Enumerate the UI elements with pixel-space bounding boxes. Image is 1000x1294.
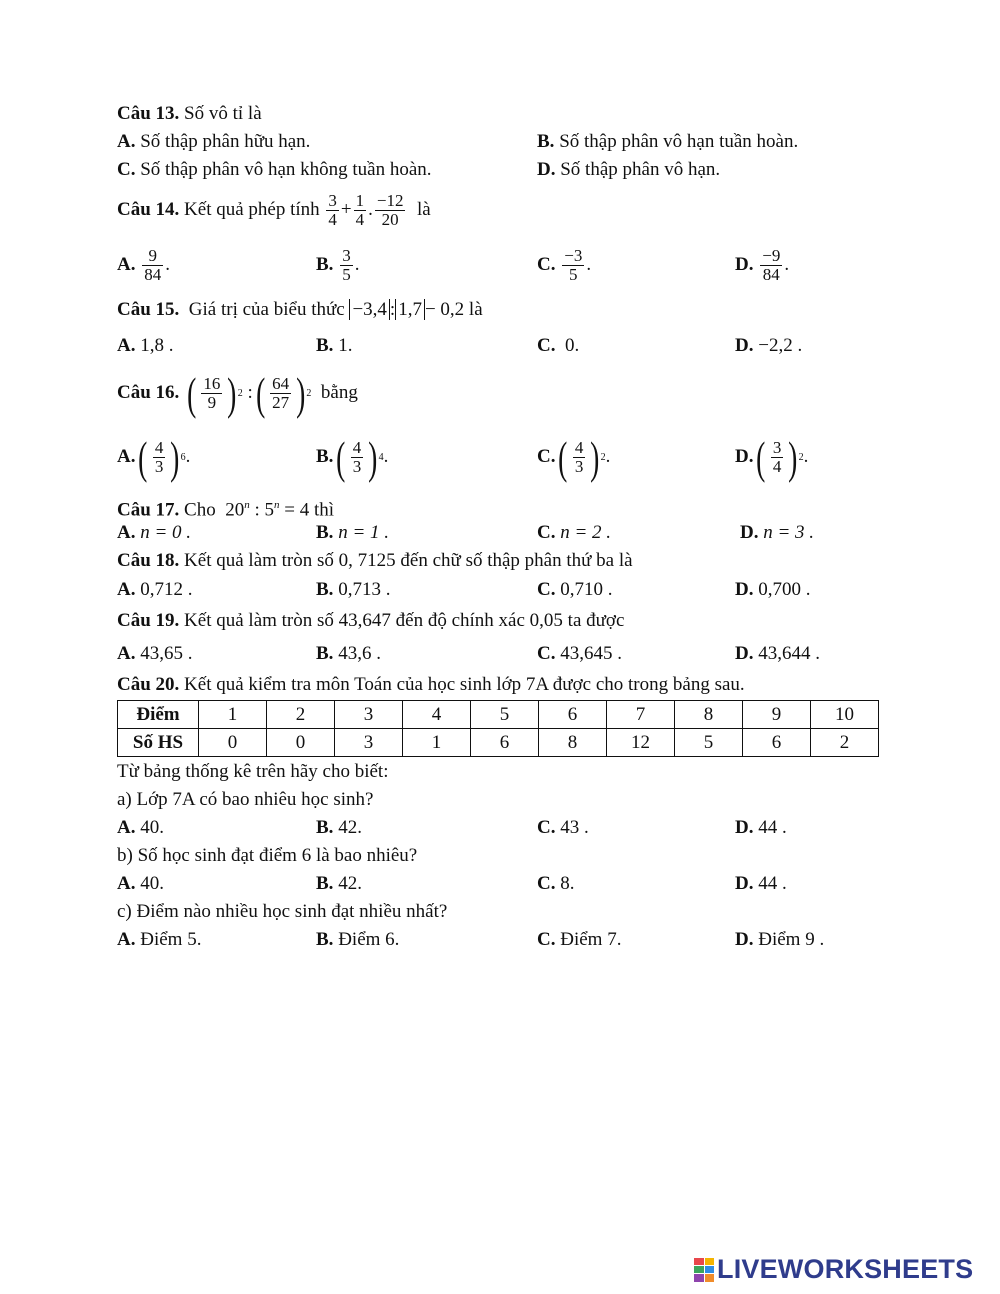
q15-option-b[interactable]: B. 1. [316,335,353,356]
q18-stem: Câu 18. Kết quả làm tròn số 0, 7125 đến chữ số thập phân thứ ba là [117,550,633,571]
q20c-option-a[interactable]: A. Điểm 5. [117,929,202,950]
q14-frac-2: $\frac{1}{4}$ [355,191,365,230]
q20a-option-b[interactable]: B. 42. [316,817,362,838]
q17-option-a[interactable]: A. n = 0 . [117,522,192,543]
q17-stem: Câu 17. Cho 20$^n$ : 5$^n$ = 4 thì [117,499,335,521]
table-cell: 1 [199,701,267,729]
table-cell: 5 [471,701,539,729]
q16-option-a[interactable]: A. ( $\frac{4}{3}$ ) 6 . [117,431,191,483]
q17-option-d[interactable]: D. n = 3 . [740,522,815,543]
table-header-count: Số HS [118,729,199,757]
table-cell: 2 [267,701,335,729]
q14-option-c[interactable]: C. $\frac{-3}{5}$ . [537,246,592,285]
q17-option-b[interactable]: B. n = 1 . [316,522,390,543]
table-cell: 5 [675,729,743,757]
q14-stem: Câu 14. Kết quả phép tính $\frac{3}{4}$ + $\frac{1}{4}$ . $\frac{-12}{20}$ là [117,191,431,230]
q18-option-c[interactable]: C. 0,710 . [537,579,613,600]
q20a-option-c[interactable]: C. 43 . [537,817,589,838]
q14-frac-1: $\frac{3}{4}$ [328,191,337,230]
q19-option-d[interactable]: D. 43,644 . [735,643,820,664]
q20b-option-c[interactable]: C. 8. [537,873,575,894]
q19-option-c[interactable]: C. 43,645 . [537,643,622,664]
q20c-stem: c) Điểm nào nhiều học sinh đạt nhiều nhất? [117,901,448,922]
q20b-option-b[interactable]: B. 42. [316,873,362,894]
table-cell: 0 [199,729,267,757]
q20-stem: Câu 20. Kết quả kiểm tra môn Toán của học sinh lớp 7A được cho trong bảng sau. [117,674,745,695]
table-cell: 2 [811,729,879,757]
q14-option-b[interactable]: B. $\frac{3}{5}$ . [316,246,360,285]
q20a-option-d[interactable]: D. 44 . [735,817,787,838]
liveworksheets-logo-text: LIVEWORKSHEETS [717,1254,974,1284]
table-cell: 9 [743,701,811,729]
q20c-option-c[interactable]: C. Điểm 7. [537,929,622,950]
q18-option-a[interactable]: A. 0,712 . [117,579,193,600]
table-row-scores [118,701,879,729]
table-cell: 8 [675,701,743,729]
q13-option-c[interactable]: C. Số thập phân vô hạn không tuần hoàn. [117,159,432,180]
table-cell: 4 [403,701,471,729]
q14-option-a[interactable]: A. $\frac{9}{84}$ . [117,246,170,285]
q20c-option-b[interactable]: B. Điểm 6. [316,929,400,950]
table-cell: 10 [811,701,879,729]
q15-option-a[interactable]: A. 1,8 . [117,335,174,356]
q20-intro: Từ bảng thống kê trên hãy cho biết: [117,761,389,782]
q13-option-d[interactable]: D. Số thập phân vô hạn. [537,159,721,180]
q19-stem: Câu 19. Kết quả làm tròn số 43,647 đến độ chính xác 0,05 ta được [117,610,625,631]
q19-option-b[interactable]: B. 43,6 . [316,643,381,664]
liveworksheets-logo [694,1254,973,1285]
q14-frac-3: $\frac{-12}{20}$ [376,191,404,230]
q20b-option-d[interactable]: D. 44 . [735,873,787,894]
table-cell: 1 [403,729,471,757]
q16-option-b[interactable]: B. ( $\frac{4}{3}$ ) 4 . [316,431,389,483]
q13-option-b[interactable]: B. Số thập phân vô hạn tuần hoàn. [537,131,799,152]
liveworksheets-logo-icon [694,1258,714,1282]
table-cell: 8 [539,729,607,757]
q20a-option-a[interactable]: A. 40. [117,817,164,838]
q17-option-c[interactable]: C. n = 2 . [537,522,612,543]
q13-option-a[interactable]: A. Số thập phân hữu hạn. [117,131,311,152]
table-cell: 6 [471,729,539,757]
table-cell: 12 [607,729,675,757]
table-cell: 6 [743,729,811,757]
q18-option-d[interactable]: D. 0,700 . [735,579,811,600]
score-table [117,700,879,757]
table-cell: 3 [335,701,403,729]
q13-stem: Câu 13. Số vô tỉ là [117,103,262,124]
q14-option-d[interactable]: D. $\frac{-9}{84}$ . [735,246,790,285]
table-cell: 6 [539,701,607,729]
q20b-option-a[interactable]: A. 40. [117,873,164,894]
table-cell: 7 [607,701,675,729]
q16-option-c[interactable]: C. ( $\frac{4}{3}$ ) 2 . [537,431,611,483]
table-cell: 3 [335,729,403,757]
table-row-counts [118,729,879,757]
q16-option-d[interactable]: D. ( $\frac{3}{4}$ ) 2 . [735,431,809,483]
q19-option-a[interactable]: A. 43,65 . [117,643,193,664]
q20c-option-d[interactable]: D. Điểm 9 . [735,929,825,950]
table-header-score: Điểm [118,701,199,729]
q20b-stem: b) Số học sinh đạt điểm 6 là bao nhiêu? [117,845,418,866]
q15-option-d[interactable]: D. −2,2 . [735,335,803,356]
table-cell: 0 [267,729,335,757]
q20a-stem: a) Lớp 7A có bao nhiêu học sinh? [117,789,374,810]
q15-option-c[interactable]: C. 0. [537,335,580,356]
q18-option-b[interactable]: B. 0,713 . [316,579,391,600]
q15-stem: Câu 15. Giá trị của biểu thức −3,4 : 1,7 − 0,2 là [117,299,483,320]
q16-stem: Câu 16. ( $\frac{16}{9}$ ) 2 : ( $\frac{64}{27}$ ) 2 bằng [117,367,358,419]
